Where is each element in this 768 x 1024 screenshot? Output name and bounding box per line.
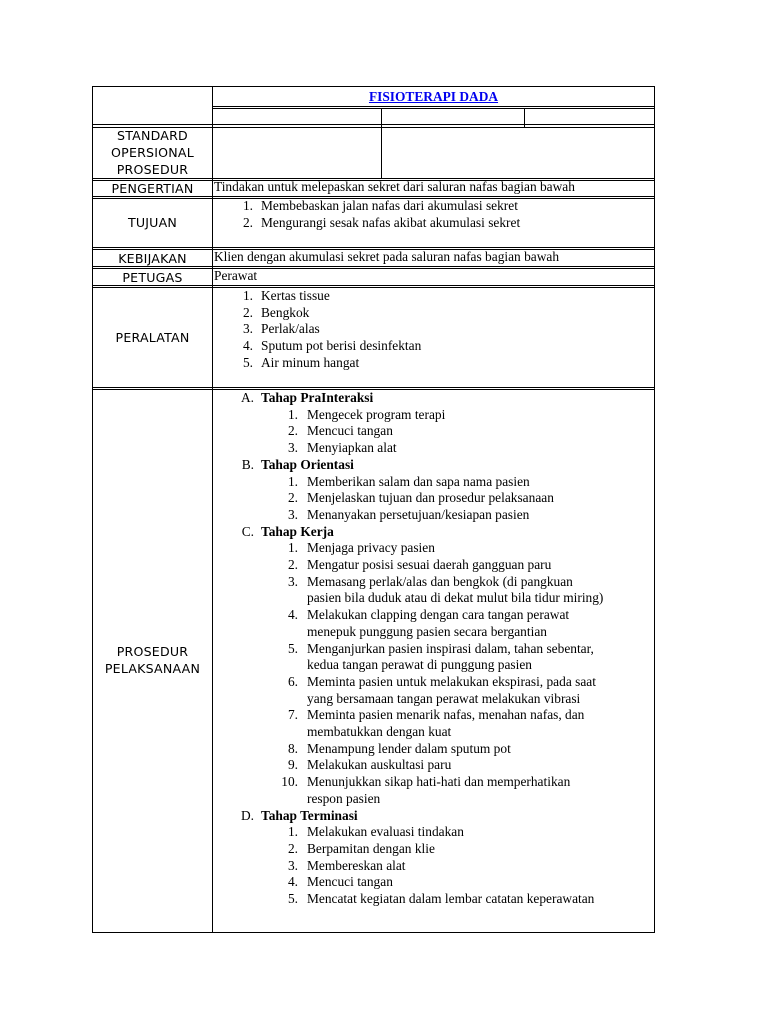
kebijakan-text: Klien dengan akumulasi sekret pada saluran nafas bagian bawah bbox=[214, 249, 560, 264]
label-prosedur-pelaksanaan: PROSEDUR PELAKSANAAN bbox=[104, 644, 201, 676]
prosedur-step-number: 7. bbox=[287, 707, 298, 723]
prosedur-step-continuation: kedua tangan perawat di punggung pasien bbox=[307, 657, 532, 673]
prosedur-step-number: 2. bbox=[287, 423, 298, 439]
prosedur-step-continuation: respon pasien bbox=[307, 790, 381, 806]
peralatan-item: Perlak/alas bbox=[261, 321, 320, 337]
prosedur-step: Menjaga privacy pasien bbox=[307, 540, 435, 556]
label-petugas: PETUGAS bbox=[122, 270, 183, 285]
prosedur-step-number: 5. bbox=[287, 640, 298, 656]
peralatan-number: 2. bbox=[242, 304, 253, 320]
prosedur-step: Mengatur posisi sesuai daerah gangguan paru bbox=[307, 557, 552, 572]
peralatan-item: Air minum hangat bbox=[261, 354, 360, 370]
prosedur-step-number: 4. bbox=[287, 874, 298, 890]
label-column-divider bbox=[212, 86, 213, 933]
prosedur-step: Mencuci tangan bbox=[307, 423, 393, 439]
prosedur-step-number: 3. bbox=[287, 857, 298, 873]
peralatan-number: 5. bbox=[242, 354, 253, 370]
prosedur-step-number: 3. bbox=[287, 573, 298, 589]
prosedur-step: Mencatat kegiatan dalam lembar catatan keperawatan bbox=[307, 891, 595, 906]
prosedur-step-number: 5. bbox=[287, 891, 298, 906]
peralatan-number: 3. bbox=[242, 321, 253, 337]
prosedur-step-number: 1. bbox=[287, 540, 298, 556]
prosedur-step: Menampung lender dalam sputum pot bbox=[307, 740, 511, 756]
prosedur-step-number: 1. bbox=[287, 473, 298, 489]
tujuan-item: Mengurangi sesak nafas akibat akumulasi sekret bbox=[261, 214, 521, 230]
prosedur-step-number: 6. bbox=[287, 673, 298, 689]
peralatan-item: Kertas tissue bbox=[261, 288, 330, 303]
prosedur-step-number: 1. bbox=[287, 824, 298, 840]
document-title[interactable]: FISIOTERAPI DADA bbox=[368, 89, 499, 104]
prosedur-step: Memasang perlak/alas dan bengkok (di pangkuan bbox=[307, 573, 573, 589]
prosedur-step: Menjelaskan tujuan dan prosedur pelaksanaan bbox=[307, 490, 554, 506]
label-peralatan: PERALATAN bbox=[115, 330, 190, 345]
prosedur-step-number: 4. bbox=[287, 607, 298, 623]
prosedur-section-letter: C. bbox=[241, 523, 254, 539]
tujuan-number: 1. bbox=[242, 198, 253, 213]
prosedur-step: Menganjurkan pasien inspirasi dalam, tahan sebentar, bbox=[307, 640, 594, 656]
tujuan-number: 2. bbox=[242, 214, 253, 230]
prosedur-step: Mengecek program terapi bbox=[307, 406, 446, 422]
prosedur-step: Meminta pasien untuk melakukan ekspirasi, pada saat bbox=[307, 673, 596, 689]
peralatan-number: 4. bbox=[242, 338, 253, 354]
prosedur-step: Melakukan clapping dengan cara tangan perawat bbox=[307, 607, 570, 623]
prosedur-step: Melakukan auskultasi paru bbox=[307, 757, 452, 773]
prosedur-step-number: 3. bbox=[287, 440, 298, 456]
prosedur-step-number: 2. bbox=[287, 840, 298, 856]
prosedur-step-continuation: yang bersamaan tangan perawat melakukan vibrasi bbox=[307, 690, 581, 706]
prosedur-step: Mencuci tangan bbox=[307, 874, 393, 890]
prosedur-step-continuation: membatukkan dengan kuat bbox=[307, 724, 452, 739]
prosedur-section-letter: B. bbox=[241, 456, 254, 472]
prosedur-step: Meminta pasien menarik nafas, menahan nafas, dan bbox=[307, 707, 585, 723]
prosedur-step-number: 10. bbox=[281, 774, 298, 790]
prosedur-step: Menunjukkan sikap hati-hati dan memperhatikan bbox=[307, 774, 571, 790]
prosedur-step: Membereskan alat bbox=[307, 857, 406, 873]
prosedur-step-number: 8. bbox=[287, 740, 298, 756]
prosedur-step: Melakukan evaluasi tindakan bbox=[307, 824, 464, 840]
prosedur-step-number: 2. bbox=[287, 490, 298, 506]
prosedur-section-letter: A. bbox=[240, 390, 254, 405]
label-tujuan: TUJUAN bbox=[127, 215, 178, 230]
prosedur-section-title: Tahap Kerja bbox=[261, 523, 334, 539]
peralatan-number: 1. bbox=[242, 288, 253, 303]
pengertian-text: Tindakan untuk melepaskan sekret dari saluran nafas bagian bawah bbox=[214, 179, 575, 194]
prosedur-step-continuation: menepuk punggung pasien secara bergantian bbox=[307, 623, 547, 639]
prosedur-step-continuation: pasien bila duduk atau di dekat mulut bila tidur miring) bbox=[307, 590, 604, 606]
prosedur-section-title: Tahap Orientasi bbox=[261, 456, 354, 472]
prosedur-step-number: 9. bbox=[287, 757, 298, 773]
prosedur-step-number: 3. bbox=[287, 506, 298, 522]
label-kebijakan: KEBIJAKAN bbox=[118, 251, 187, 266]
prosedur-section-title: Tahap PraInteraksi bbox=[261, 390, 374, 405]
label-pengertian: PENGERTIAN bbox=[111, 181, 194, 196]
prosedur-step: Memberikan salam dan sapa nama pasien bbox=[307, 473, 530, 489]
prosedur-step: Menyiapkan alat bbox=[307, 440, 397, 456]
prosedur-step: Berpamitan dengan klie bbox=[307, 840, 435, 856]
petugas-text: Perawat bbox=[214, 268, 258, 283]
tujuan-item: Membebaskan jalan nafas dari akumulasi sekret bbox=[261, 198, 518, 213]
peralatan-item: Bengkok bbox=[261, 304, 310, 320]
peralatan-item: Sputum pot berisi desinfektan bbox=[261, 338, 422, 354]
prosedur-step-number: 2. bbox=[287, 557, 298, 572]
prosedur-step: Menanyakan persetujuan/kesiapan pasien bbox=[307, 506, 530, 522]
label-sop: STANDARD OPERSIONAL PROSEDUR bbox=[111, 128, 194, 177]
prosedur-step-number: 1. bbox=[287, 406, 298, 422]
prosedur-section-title: Tahap Terminasi bbox=[261, 807, 358, 823]
prosedur-section-letter: D. bbox=[240, 807, 254, 823]
